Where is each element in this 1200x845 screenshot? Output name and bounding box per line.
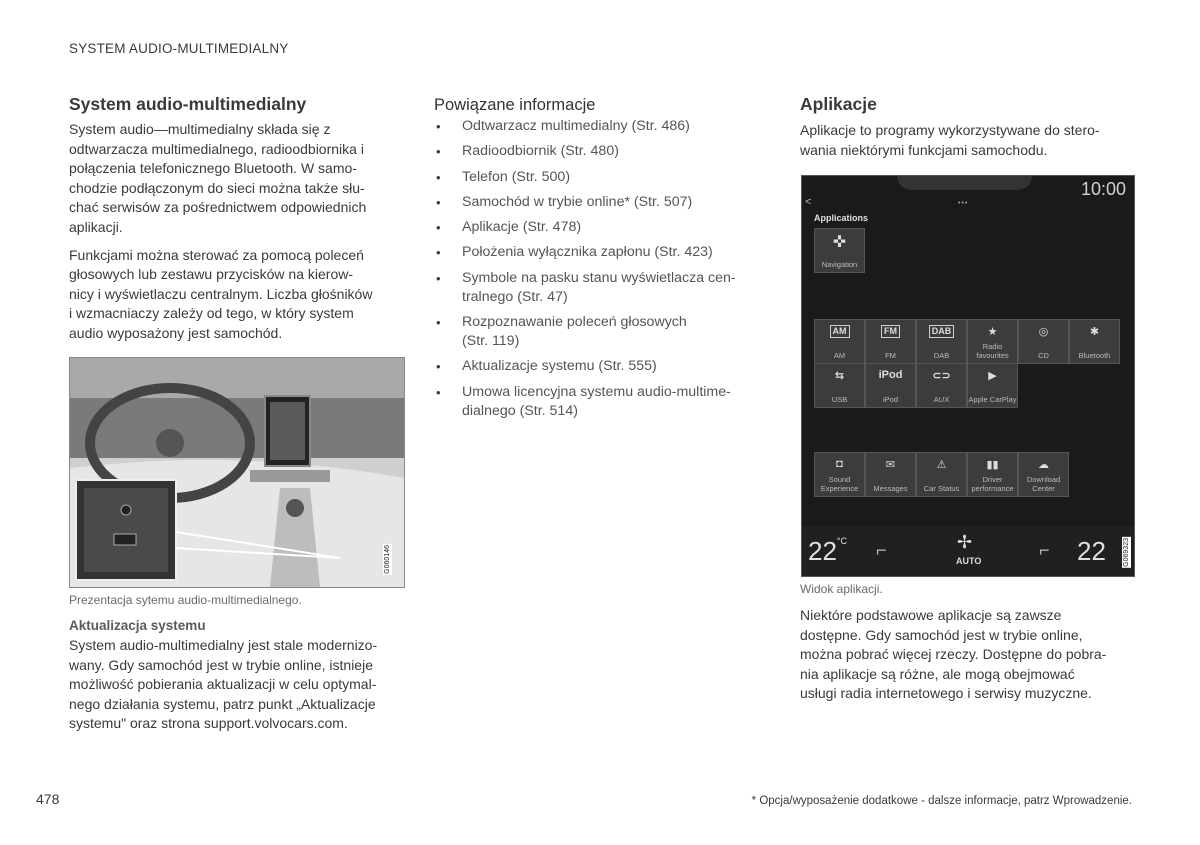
app-tile-icon: ✱ — [1089, 326, 1100, 338]
temp-left: $22^{^\circ C}$ — [808, 536, 848, 566]
related-info-item: • Aktualizacje systemu (Str. 555) — [436, 358, 657, 375]
photo-code: G060146 — [384, 545, 391, 574]
app-tile-label: Download Center — [1026, 475, 1061, 493]
car-interior-photo — [69, 357, 405, 588]
app-tile-icon: ⚠ — [936, 459, 947, 471]
column-right — [800, 94, 1135, 160]
bullet: • — [436, 270, 441, 286]
seat-heat-right-icon: ⌐ — [1039, 540, 1050, 560]
app-tile-icon: FM — [866, 325, 915, 338]
app-tile — [865, 319, 916, 364]
bullet: • — [436, 119, 441, 134]
app-tile — [916, 452, 967, 497]
apps-title: Aplikacje — [800, 94, 877, 114]
screen-caption: Widok aplikacji. — [800, 582, 883, 596]
apps-screen-image — [801, 175, 1135, 577]
app-tile-label: AM — [833, 350, 846, 360]
app-tile — [814, 363, 865, 408]
app-tile-navigation: ✜ Navigation — [814, 228, 865, 273]
controls-paragraph: Funkcjami można sterować za pomocą poleceń głosowych lub zestawu przycisków na kierow- nicy i wyświetlaczu centralnym. Liczba głośników i wzmacniaczy zależy od tego, w który system audio wyposażony jest samochód. — [69, 246, 373, 341]
related-info-item: • Aplikacje (Str. 478) — [436, 219, 582, 236]
screen-notch — [897, 176, 1032, 190]
climate-bar — [802, 526, 1134, 576]
app-tile-label: FM — [885, 350, 896, 360]
related-info-list — [434, 117, 764, 421]
related-info-title: Powiązane informacje — [434, 96, 596, 114]
screen-clock: 10:00 — [1080, 179, 1126, 199]
app-tile — [865, 452, 916, 497]
screen-code: G069323 — [1123, 538, 1130, 567]
app-tile — [916, 319, 967, 364]
app-tile-label: Car Status — [923, 483, 960, 493]
app-tile-icon: iPod — [878, 369, 903, 381]
bullet: • — [436, 245, 441, 261]
app-tile-label: CD — [1038, 350, 1049, 360]
app-tile — [967, 363, 1018, 408]
photo-caption: Prezentacja sytemu audio-multimedialnego. — [69, 593, 302, 607]
app-tile-icon: DAB — [917, 325, 966, 338]
fan-icon: ✢ — [957, 532, 973, 552]
bullet: • — [436, 169, 441, 185]
app-tile-icon: ☁ — [1038, 459, 1049, 471]
app-tile-label: USB — [831, 394, 848, 404]
column-middle — [434, 96, 764, 427]
related-info-item: • Radioodbiornik (Str. 480) — [436, 143, 619, 160]
app-tile-label: Radio favourites — [976, 342, 1009, 360]
app-tile-label: iPod — [882, 394, 898, 404]
app-tile-icon: ⊂⊃ — [932, 370, 951, 382]
page-dots: ••• — [958, 200, 969, 207]
bullet: • — [436, 384, 441, 400]
footnote: * Opcja/wyposażenie dodatkowe - dalsze informacje, patrz Wprowadzenie. — [751, 795, 1132, 807]
app-tile-icon: ▮▮ — [986, 459, 999, 471]
related-info-item: • Umowa licencyjna systemu audio-multime- dialnego (Str. 514) — [436, 383, 731, 419]
screen-title: Applications — [814, 213, 869, 223]
apps-paragraph: Niektóre podstawowe aplikacje są zawsze dostępne. Gdy samochód jest w trybie online, można pobrać więcej rzeczy. Dostępne do pobra- nia aplikacje są różne, ale mogą obejmować usługi radia internetowego i serwisy muzyczne. — [800, 607, 1107, 702]
bullet: • — [436, 315, 441, 331]
app-tile-label: Bluetooth — [1078, 350, 1111, 360]
app-tile — [967, 452, 1018, 497]
app-tile-icon: ⇆ — [834, 370, 845, 382]
compass-icon: ✜ — [832, 234, 847, 251]
related-info-item: • Odtwarzacz multimedialny (Str. 486) — [436, 118, 690, 134]
app-tile — [916, 363, 967, 408]
back-icon: < — [805, 196, 812, 208]
app-tile-icon: ★ — [987, 326, 998, 338]
auto-label: AUTO — [956, 556, 982, 566]
update-subtitle: Aktualizacja systemu — [69, 618, 206, 633]
app-tile — [814, 319, 865, 364]
running-header: SYSTEM AUDIO-MULTIMEDIALNY — [69, 41, 289, 56]
seat-heat-left-icon: ⌐ — [876, 540, 887, 560]
app-tile-icon: ▶ — [988, 370, 997, 382]
app-tile — [1018, 319, 1069, 364]
app-tile-icon: AM — [815, 325, 864, 338]
related-info-item: • Telefon (Str. 500) — [436, 168, 571, 185]
app-tile — [1018, 452, 1069, 497]
temp-right: 22 — [1077, 536, 1106, 566]
app-tile-label: DAB — [933, 350, 950, 360]
app-tile-label: Messages — [873, 483, 908, 493]
related-info-item: • Rozpoznawanie poleceń głosowych (Str. 119) — [436, 314, 687, 350]
related-info-item: • Położenia wyłącznika zapłonu (Str. 423) — [436, 244, 713, 261]
app-tile-label: Sound Experience — [820, 475, 859, 493]
bullet: • — [436, 194, 441, 210]
intro-paragraph: System audio—multimedialny składa się z odtwarzacza multimedialnego, radioodbiornika i połączenia telefonicznego Bluetooth. W samo- chodzie podłączonym do sieci można także słu- chać serwisów za pośrednictwem odpowiednich aplikacji. — [69, 121, 367, 235]
bullet: • — [436, 144, 441, 160]
column-left — [69, 94, 404, 344]
app-tile-icon: ✉ — [885, 459, 896, 471]
related-info-item: • Samochód w trybie online* (Str. 507) — [436, 193, 693, 210]
app-tile — [1069, 319, 1120, 364]
apps-intro: Aplikacje to programy wykorzystywane do stero- wania niektórymi funkcjami samochodu. — [800, 122, 1100, 158]
page-number: 478 — [36, 791, 60, 807]
app-tile-label: Apple CarPlay — [968, 394, 1017, 404]
related-info-item: • Symbole na pasku stanu wyświetlacza cen- tralnego (Str. 47) — [436, 269, 736, 305]
app-tile-icon: ◘ — [836, 458, 843, 470]
app-tile-icon: ◎ — [1038, 326, 1049, 338]
bullet: • — [436, 220, 441, 236]
column-right-lower — [800, 606, 1135, 704]
section-title: System audio-multimedialny — [69, 94, 307, 114]
app-tile — [967, 319, 1018, 364]
app-tile — [865, 363, 916, 408]
bullet: • — [436, 359, 441, 375]
app-tile — [814, 452, 865, 497]
app-tile-label: Driver performance — [971, 475, 1014, 493]
column-left-lower — [69, 618, 404, 734]
app-tile-label: AUX — [933, 394, 950, 404]
update-paragraph: System audio-multimedialny jest stale modernizo- wany. Gdy samochód jest w trybie online, istnieje możliwość pobierania aktualizacji w celu optymal- nego działania systemu, patrz punkt „Aktualizacje systemu" oraz strona support.volvocars.com. — [69, 637, 378, 732]
